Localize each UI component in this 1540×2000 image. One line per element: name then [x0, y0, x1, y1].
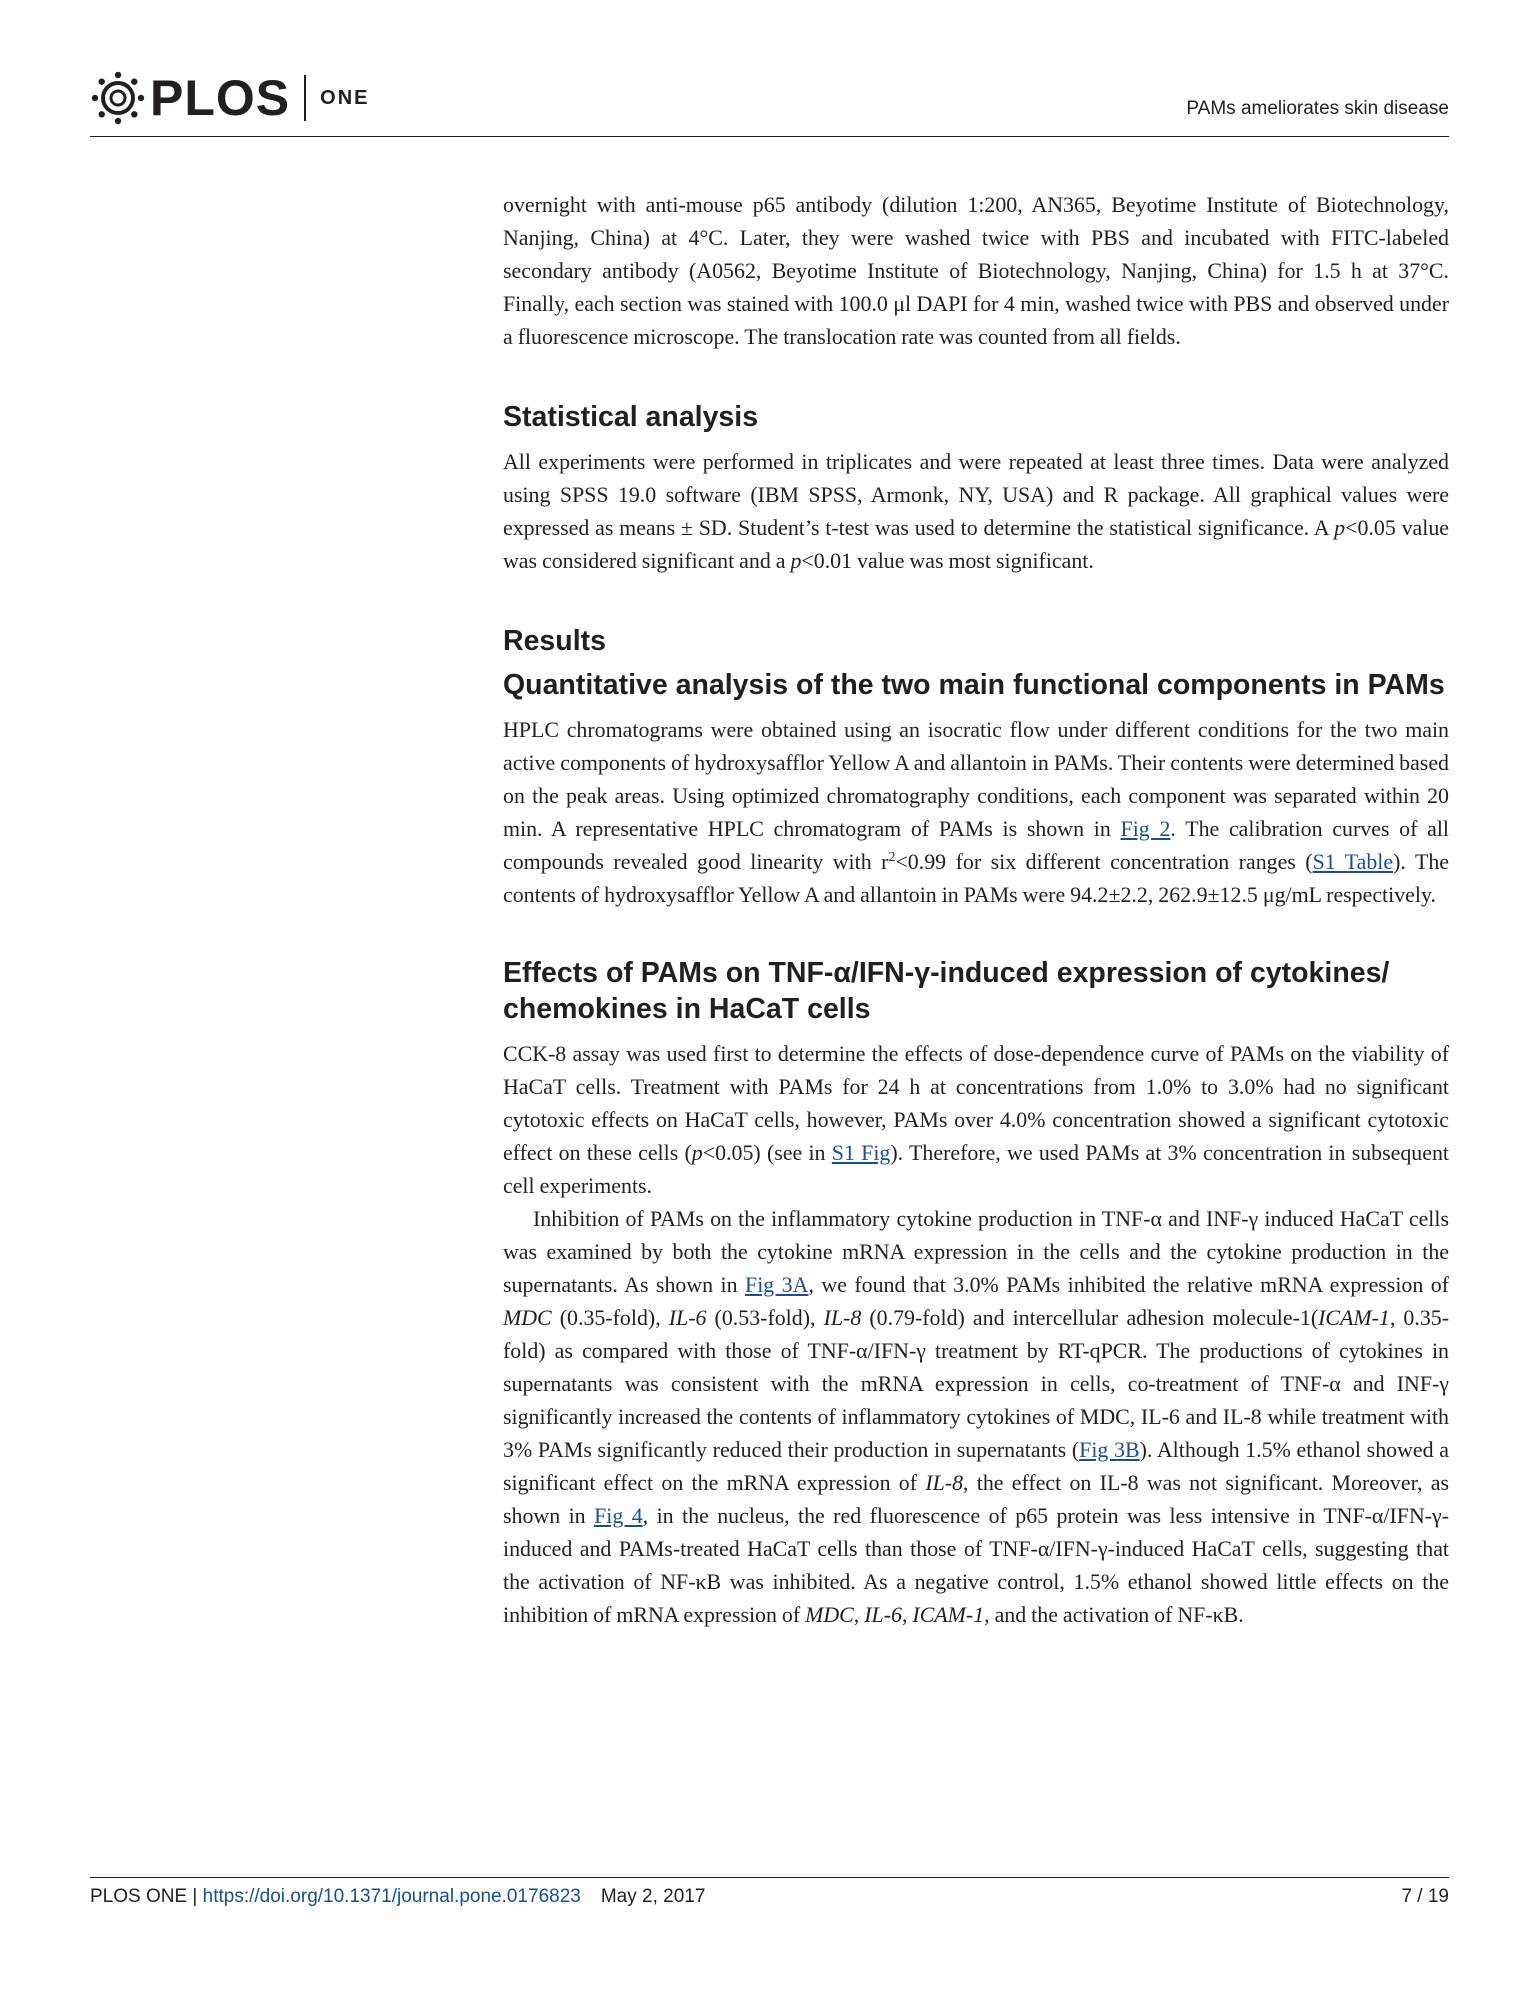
logo-text: PLOS — [150, 70, 291, 126]
s1-table-link[interactable]: S1 Table — [1312, 849, 1394, 874]
s1-fig-link[interactable]: S1 Fig — [831, 1140, 891, 1165]
plos-mark-icon — [90, 70, 146, 126]
plos-logo[interactable] — [90, 70, 369, 126]
subsection-heading-quantitative-analysis: Quantitative analysis of the two main functional components in PAMs — [503, 669, 1445, 701]
page-footer — [90, 1886, 1449, 1908]
footer-date: May 2, 2017 — [600, 1886, 706, 1907]
paragraph-cck8: CCK-8 assay was used first to determine the effects of dose-dependence curve of PAMs on the viability of HaCaT cells. Treatment with PAMs for 24 h at concentrations from 1.0% to 3.0% had no significant cytotoxic effects on HaCaT cells, however, PAMs over 4.0% concentration showed a significant cytotoxic effect on these cells (p<0.05) (see in S1 Fig). Therefore, we used PAMs at 3% concentration in subsequent cell experiments. — [503, 1041, 1449, 1198]
paragraph-statistics: All experiments were performed in triplicates and were repeated at least three times. Data were analyzed using SPSS 19.0 software (IBM SPSS, Armonk, NY, USA) and R package. All graphical values were expressed as means ± SD. Student’s t-test was used to determine the statistical significance. A p<0.05 value was considered significant and a p<0.01 value was most significant. — [503, 449, 1449, 573]
paragraph-immunofluorescence: overnight with anti-mouse p65 antibody (dilution 1:200, AN365, Beyotime Institute of Biotechnology, Nanjing, China) at 4°C. Later, they were washed twice with PBS and incubated with FITC-labeled secondary antibody (A0562, Beyotime Institute of Biotechnology, Nanjing, China) for 1.5 h at 37°C. Finally, each section was stained with 100.0 μl DAPI for 4 min, washed twice with PBS and observed under a fluorescence microscope. The translocation rate was counted from all fields. — [503, 192, 1449, 349]
header-rule — [90, 136, 1449, 137]
logo-divider — [304, 75, 306, 121]
fig4-link[interactable]: Fig 4 — [594, 1503, 643, 1528]
paragraph-inhibition: Inhibition of PAMs on the inflammatory cytokine production in TNF-α and INF-γ induced HaCaT cells was examined by both the cytokine mRNA expression in the cells and the cytokine production in the supernatants. As shown in Fig 3A, we found that 3.0% PAMs inhibited the relative mRNA expression of MDC (0.35-fold), IL-6 (0.53-fold), IL-8 (0.79-fold) and intercellular adhesion molecule-1(ICAM-1, 0.35-fold) as compared with those of TNF-α/IFN-γ treatment by RT-qPCR. The productions of cytokines in supernatants was consistent with the mRNA expression in cells, co-treatment of TNF-α and INF-γ significantly increased the contents of inflammatory cytokines of MDC, IL-6 and IL-8 while treatment with 3% PAMs significantly reduced their production in supernatants (Fig 3B). Although 1.5% ethanol showed a significant effect on the mRNA expression of IL-8, the effect on IL-8 was not significant. Moreover, as shown in Fig 4, in the nucleus, the red fluorescence of p65 protein was less intensive in TNF-α/IFN-γ-induced and PAMs-treated HaCaT cells than those of TNF-α/IFN-γ-induced HaCaT cells, suggesting that the activation of NF-κB was inhibited. As a negative control, 1.5% ethanol showed little effects on the inhibition of mRNA expression of MDC, IL-6, ICAM-1, and the activation of NF-κB. — [503, 1206, 1450, 1627]
section-heading-statistical-analysis: Statistical analysis — [503, 401, 759, 433]
running-title: PAMs ameliorates skin disease — [1186, 98, 1449, 119]
section-heading-results: Results — [503, 625, 606, 657]
page-number: 7 / 19 — [1401, 1886, 1449, 1907]
footer-journal: PLOS ONE | — [90, 1886, 203, 1907]
fig3a-link[interactable]: Fig 3A — [745, 1272, 809, 1297]
subsection-heading-effects: Effects of PAMs on TNF-α/IFN-γ-induced expression of cytokines/ chemokines in HaCaT cells — [503, 957, 1390, 1025]
article-body — [503, 188, 1449, 1631]
paragraph-hplc: HPLC chromatograms were obtained using an isocratic flow under different conditions for the two main active components of hydroxysafflor Yellow A and allantoin in PAMs. Their contents were determined based on the peak areas. Using optimized chromatography conditions, each component was separated within 20 min. A representative HPLC chromatogram of PAMs is shown in Fig 2. The calibration curves of all compounds revealed good linearity with $r^2<0.99$ for six different concentration ranges (S1 Table). The contents of hydroxysafflor Yellow A and allantoin in PAMs were 94.2±2.2, 262.9±12.5 μg/mL respectively. — [503, 717, 1449, 907]
fig2-link[interactable]: Fig 2 — [1120, 816, 1171, 841]
footer-rule — [90, 1877, 1449, 1878]
logo-subtext: ONE — [320, 86, 370, 109]
fig3b-link[interactable]: Fig 3B — [1079, 1437, 1140, 1462]
doi-link[interactable]: https://doi.org/10.1371/journal.pone.0176823 — [202, 1886, 581, 1907]
